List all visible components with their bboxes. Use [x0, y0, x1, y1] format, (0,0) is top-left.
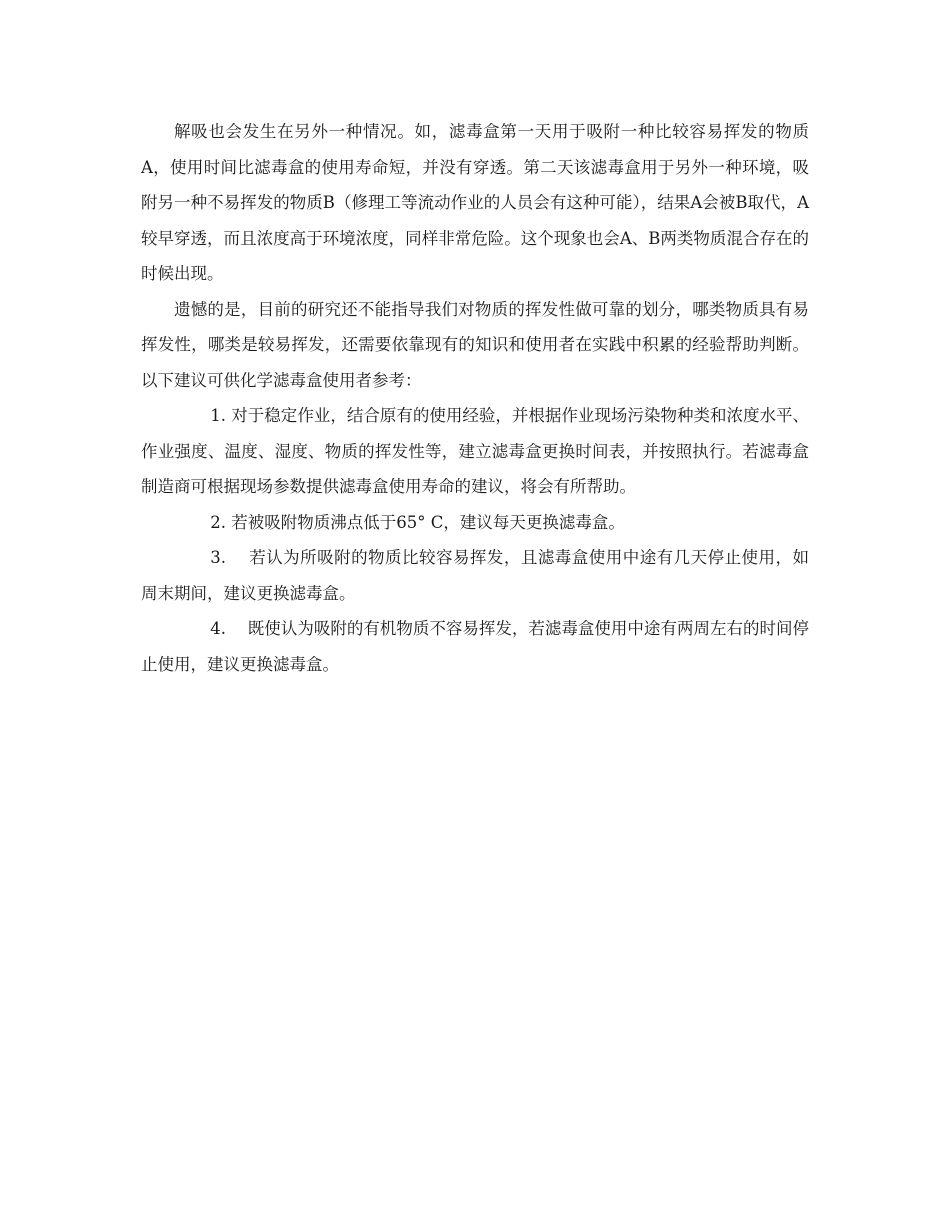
recommendation-item-2: 2. 若被吸附物质沸点低于65° C，建议每天更换滤毒盒。 [210, 512, 625, 532]
document-body [141, 114, 809, 682]
recommendation-item-4: 4. 既使认为吸附的有机物质不容易挥发，若滤毒盒使用中途有两周左右的时间停止使用，建议更换滤毒盒。 [141, 619, 809, 674]
paragraph-volatility: 遗憾的是，目前的研究还不能指导我们对物质的挥发性做可靠的划分，哪类物质具有易挥发性，哪类是较易挥发，还需要依靠现有的知识和使用者在实践中积累的经验帮助判断。以下建议可供化学滤毒盒使用者参考： [141, 299, 809, 390]
recommendation-item-3: 3. 若认为所吸附的物质比较容易挥发，且滤毒盒使用中途有几天停止使用，如 周末期间，建议更换滤毒盒。 [141, 548, 809, 603]
recommendation-item-1: 1. 对于稳定作业，结合原有的使用经验，并根据作业现场污染物种类和浓度水平、作业强度、温度、湿度、物质的挥发性等，建立滤毒盒更换时间表，并按照执行。若滤毒盒制造商可根据现场参数提供滤毒盒使用寿命的建议，将会有所帮助。 [141, 406, 809, 496]
paragraph-desorption: 解吸也会发生在另外一种情况。如，滤毒盒第一天用于吸附一种比较容易挥发的物质A，使用时间比滤毒盒的使用寿命短，并没有穿透。第二天该滤毒盒用于另外一种环境，吸附另一种不易挥发的物质B（修理工等流动作业的人员会有这种可能），结果A会被B取代，A较早穿透，而且浓度高于环境浓度，同样非常危险。这个现象也会A、B两类物质混合存在的时候出现。 [141, 122, 809, 283]
